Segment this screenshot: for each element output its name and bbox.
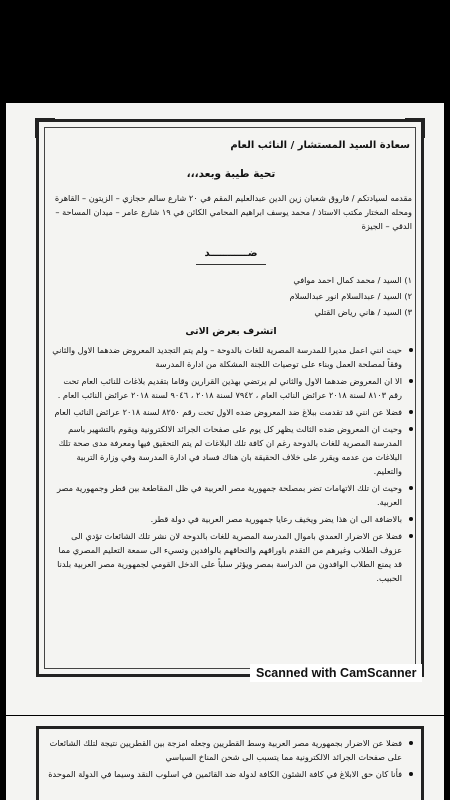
point-text: وحيث ان تلك الاتهامات تضر بمصلحة جمهورية مصر العربية في ظل المقاطعة بين قطر وجمهورية مصر العربية. (57, 483, 402, 507)
defendant-1: ١) السيد / محمد كمال احمد موافي (293, 275, 412, 285)
point-6 (48, 512, 414, 526)
document-body (48, 736, 414, 784)
point-8 (48, 736, 414, 764)
document-body (48, 133, 414, 588)
bullet-icon (409, 741, 413, 745)
bullet-icon (409, 427, 413, 431)
honor-line: اتشرف بعرض الاتى (185, 326, 277, 337)
complaint-points (48, 343, 414, 585)
point-7 (48, 529, 414, 585)
addressee-heading: سعادة السيد المستشار / النائب العام (230, 140, 410, 151)
point-text: بالاضافة الى ان هذا يضر ويخيف رعايا جمهورية مصر العربية في دولة قطر. (150, 514, 402, 524)
point-text: الا ان المعروض ضدهما الاول والثاني لم يرتضي بهذين القرارين وقاما بتقديم بلاغات للنائب العام تحت رقم ٨١٠٣ لسنة ٢٠١٨ عرائض النائب العام ، ٧٩٤٢ لسنة ٢٠١٨ ، ٩٠٤٦ لسنة ٢٠١٨ عرائض النائب العام . (57, 376, 402, 400)
point-4 (48, 422, 414, 478)
scanned-page-2 (6, 716, 444, 800)
bullet-icon (409, 410, 413, 414)
point-text: فضلا عن الاضرار بجمهورية مصر العربية وسط القطريين وجعله امزجة بين القطريين نتيجة لتلك الشائعات على صفحات الجرائد الالكترونية مما يتسبب الى شحن المناخ السياسي (49, 738, 402, 762)
point-text: وحيث ان المعروض ضده الثالث يظهر كل يوم على صفحات الجرائد الالكترونية ويقوم بالتشهير باسم المدرسة المصرية للغات بالدوحة رغم ان كافة تلك البلاغات لم يتم التحقيق فيها ومعرفة مدى صحة تلك البلاغات من عدمه ويقرر على خلاف الحقيقة بان هناك فساد في ادارة المدرسة وفي وزارة التربية والتعليم. (58, 424, 402, 476)
against-text: ضـــــــــــد (204, 248, 258, 259)
defendant-3: ٣) السيد / هاني رياض القتلي (314, 307, 412, 317)
point-3 (48, 405, 414, 419)
bullet-icon (409, 486, 413, 490)
bullet-icon (409, 772, 413, 776)
against-underline (196, 264, 266, 265)
bullet-icon (409, 379, 413, 383)
defendants-list (48, 273, 414, 319)
defendant-2: ٢) السيد / عبدالسلام انور عبدالسلام (289, 291, 412, 301)
point-text: فضلا عن الاضرار العمدي باموال المدرسة المصرية للغات بالدوحة لان نشر تلك الشائعات تؤدي الى عزوف الطلاب وغيرهم من التقدم باوراقهم والتحاقهم بالوافدين وتسيء الى سمعة التعليم المصري مما قد يمنع الطلاب الوافدون من الدراسة بمصر ويؤثر سلباً على الدخل القومي لجمهورية مصر العربية بلدنا الحبيب. (57, 531, 402, 583)
greeting: تحية طيبة وبعد،،، (186, 168, 276, 180)
camscanner-watermark: Scanned with CamScanner (250, 664, 422, 682)
complaint-points (48, 736, 414, 781)
scanned-page-1 (6, 103, 444, 715)
bullet-icon (409, 348, 413, 352)
bullet-icon (409, 517, 413, 521)
point-text: فأنا كان حق الابلاغ في كافة الشئون الكافة لدولة ضد القائمين في اسلوب النقد وسيما في الدولة الموحدة (48, 769, 402, 779)
point-9 (48, 767, 414, 781)
complainant-intro: مقدمه لسيادتكم / فاروق شعبان زين الدين عبدالعليم المقم في ٢٠ شارع سالم حجازي – الزيتون – القاهرة ومحله المختار مكتب الاستاذ / محمد يوسف ابراهيم المحامي الكائن في ١٩ شارع عامر – ميدان المساحة – الدقي – الجيزة (54, 193, 412, 231)
point-2 (48, 374, 414, 402)
against-label (48, 247, 414, 265)
point-text: حيث انني اعمل مديرا للمدرسة المصرية للغات بالدوحة – ولم يتم التجديد المعروض ضدهما الاول والثاني وفقاً لمصلحة العمل وبناء على توصيات اللجنة المشكلة من ادارة المدرسة (52, 345, 402, 369)
point-text: فضلا عن انني قد تقدمت ببلاغ ضد المعروض ضده الاول تحت رقم ٨٢٥٠ لسنة ٢٠١٨ عرائض النائب العام (54, 407, 402, 417)
point-1 (48, 343, 414, 371)
point-5 (48, 481, 414, 509)
bullet-icon (409, 534, 413, 538)
